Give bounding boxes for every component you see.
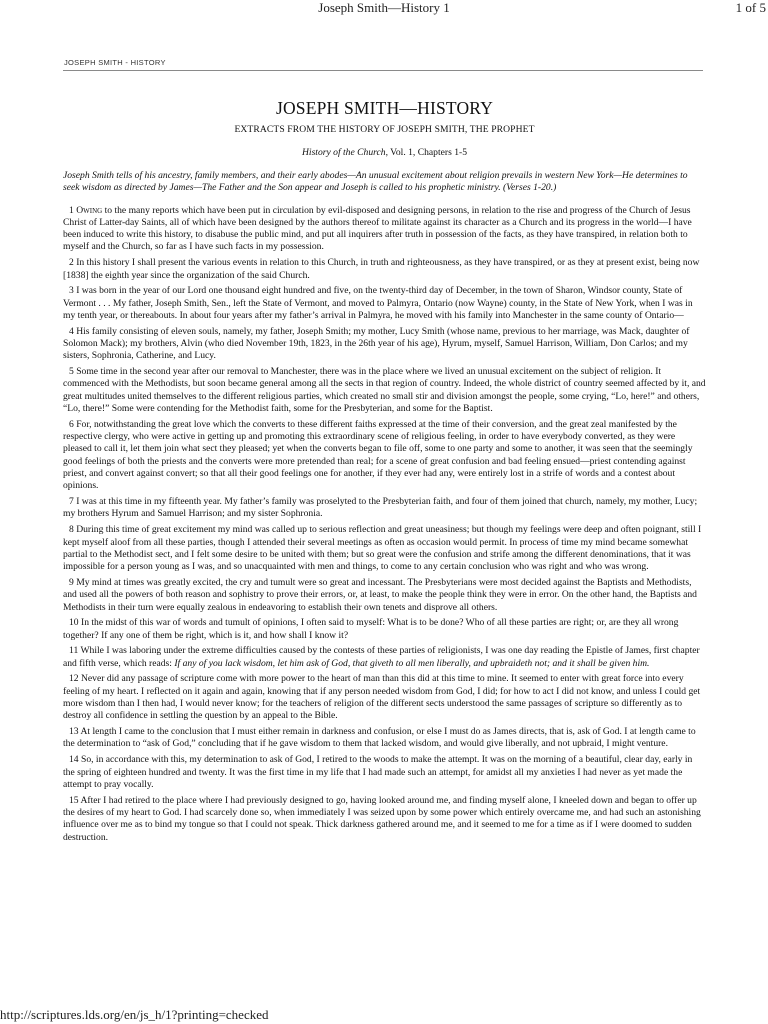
verse-number: 3 (69, 285, 74, 297)
document-body (63, 98, 706, 847)
verse-quote: If any of you lack wisdom, let him ask of God, that giveth to all men liberally, and upbraideth not; and it shall be given him. (174, 657, 650, 669)
verse-number: 15 (69, 794, 79, 806)
verse-text: While I was laboring under the extreme difficulties caused by the contests of these parties of religionists, I was one day reading the Epistle of James, first chapter and fifth verse, which reads: (63, 645, 700, 669)
verse (63, 285, 706, 322)
source-citation (63, 147, 706, 159)
source-detail: , Vol. 1, Chapters 1-5 (385, 147, 468, 158)
verse-text: My mind at times was greatly excited, the cry and tumult were so great and incessant. The Presbyterians were most decided against the Baptists and Methodists, and used all the powers of both reason and sophistry to prove their errors, or, at least, to make the people think they were in error. On the other hand, the Baptists and Methodists in their turn were equally zealous in endeavoring to establish their own tenets and disprove all others. (63, 576, 697, 613)
verse-text: At length I came to the conclusion that I must either remain in darkness and confusion, or else I must do as James directs, that is, ask of God. I at length came to the determination to “ask of God,” concluding that if he gave wisdom to them that lacked wisdom, and would give liberally, and not upbraid, I might venture. (63, 726, 696, 750)
verse-text: In this history I shall present the various events in relation to this Church, in truth and righteousness, as they have transpired, or as they at present exist, being now [1838] the eighth year since the organization of the said Church. (63, 257, 700, 281)
verse (63, 726, 706, 751)
verse-number: 11 (69, 645, 79, 657)
verse-text: In the midst of this war of words and tumult of opinions, I often said to myself: What is to be done? Who of all these parties are right; or, are they all wrong together? If any one of them be right, which is it, and how shall I know it? (63, 617, 679, 641)
verse (63, 366, 706, 415)
footer-url: http://scriptures.lds.org/en/js_h/1?printing=checked (0, 1007, 269, 1022)
verse (63, 795, 706, 844)
page-title: JOSEPH SMITH—HISTORY (275, 98, 494, 118)
verse-text: Some time in the second year after our removal to Manchester, there was in the place where we lived an unusual excitement on the subject of religion. It commenced with the Methodists, but soon became general among all the sects in that region of country. Indeed, the whole district of country seemed affected by it, and great multitudes united themselves to the different religious parties, which created no small stir and division amongst the people, some crying, “Lo, here!” and others, “Lo, there!” Some were contending for the Methodist faith, some for the Presbyterian, and some for the Baptist. (63, 366, 706, 415)
verse-text: His family consisting of eleven souls, namely, my father, Joseph Smith; my mother, Lucy Smith (whose name, previous to her marriage, was Mack, daughter of Solomon Mack); my brothers, Alvin (who died November 19th, 1823, in the 26th year of his age), Hyrum, myself, Samuel Harrison, William, Don Carlos; and my sisters, Sophronia, Catherine, and Lucy. (63, 325, 690, 362)
verse-number: 8 (69, 524, 74, 536)
verse-text: I was born in the year of our Lord one thousand eight hundred and five, on the twenty-third day of December, in the town of Sharon, Windsor county, State of Vermont . . . My father, Joseph Smith, Sen., left the State of Vermont, and moved to Palmyra, Ontario (now Wayne) county, in the State of New York, when I was in my tenth year, or thereabouts. In about four years after my father’s arrival in Palmyra, he moved with his family into Manchester in the same county of Ontario— (63, 285, 693, 321)
verse-number: 9 (69, 576, 74, 588)
verse-number: 5 (69, 366, 74, 378)
verse-number: 12 (69, 673, 79, 685)
verse (63, 257, 706, 282)
verse-number: 14 (69, 754, 79, 766)
verse-number: 10 (69, 617, 79, 629)
verse-text: For, notwithstanding the great love which the converts to these different faiths expressed at the time of their conversion, and the great zeal manifested by the respective clergy, who were active in getting up and promoting this extraordinary scene of religious feeling, in order to have everybody converted, as they were pleased to call it, let them join what sect they pleased; yet when the converts began to file off, some to one party and some to another, it was seen that the seemingly good feelings of both the priests and the converts were more pretended than real; for a scene of great confusion and bad feeling ensued—priest contending against priest, and convert against convert; so that all their good feelings one for another, if they ever had any, were entirely lost in a strife of words and a contest about opinions. (63, 418, 693, 492)
verse (63, 645, 706, 670)
verse (63, 754, 706, 791)
running-head: JOSEPH SMITH - HISTORY (64, 58, 166, 67)
verse-first-word: Owing (76, 204, 103, 216)
verse-number: 7 (69, 496, 74, 508)
page-count: 1 of 5 (735, 0, 766, 15)
header-rule (63, 70, 703, 71)
verse (63, 673, 706, 722)
verse-text: I was at this time in my fifteenth year. My father’s family was proselyted to the Presbyterian faith, and four of them joined that church, namely, my mother, Lucy; my brothers Hyrum and Samuel Harrison; and my sister Sophronia. (63, 496, 698, 520)
verse (63, 326, 706, 363)
verse-text: Never did any passage of scripture come with more power to the heart of man than this did at this time to mine. It seemed to enter with great force into every feeling of my heart. I reflected on it again and again, knowing that if any person needed wisdom from God, I did; for how to act I did not know, and unless I could get more wisdom than I then had, I would never know; for the teachers of religion of the different sects understood the same passages of scripture so differently as to destroy all confidence in settling the question by an appeal to the Bible. (63, 673, 701, 722)
print-header (0, 0, 768, 18)
verse-number: 13 (69, 726, 79, 738)
source-title: History of the Church (301, 147, 386, 158)
verse-number: 2 (69, 257, 74, 269)
verse-text: to the many reports which have been put in circulation by evil-disposed and designing persons, in relation to the rise and progress of the Church of Jesus Christ of Latter-day Saints, all of which have been designed by the authors thereof to militate against its character as a Church and its progress in the world—I have been induced to write this history, to disabuse the public mind, and put all inquirers after truth in possession of the facts, as they have transpired, in relation both to myself and the Church, so far as I have such facts in my possession. (63, 204, 692, 253)
verse-text: During this time of great excitement my mind was called up to serious reflection and great uneasiness; but though my feelings were deep and often poignant, still I kept myself aloof from all these parties, though I attended their several meetings as often as occasion would permit. In process of time my mind became somewhat partial to the Methodist sect, and I felt some desire to be united with them; but so great were the confusion and strife among the different denominations, that it was impossible for a person young as I was, and so unacquainted with men and things, to come to any certain conclusion who was right and who was wrong. (63, 524, 702, 573)
print-header-title: Joseph Smith—History 1 (318, 0, 450, 15)
verse-number: 1 (69, 204, 74, 216)
chapter-summary: Joseph Smith tells of his ancestry, family members, and their early abodes—An unusual excitement about religion prevails in western New York—He determines to seek wisdom as directed by James—The Father and the Son appear and Joseph is called to his prophetic ministry. (Verses 1-20.) (63, 170, 688, 194)
verse-number: 4 (69, 325, 74, 337)
verse (63, 524, 706, 573)
verse (63, 419, 706, 493)
verse (63, 577, 706, 614)
page-subtitle: EXTRACTS FROM THE HISTORY OF JOSEPH SMITH, THE PROPHET (234, 124, 535, 135)
verse-number: 6 (69, 418, 74, 430)
verse (63, 617, 706, 642)
verse-text: So, in accordance with this, my determination to ask of God, I retired to the woods to make the attempt. It was on the morning of a beautiful, clear day, early in the spring of eighteen hundred and twenty. It was the first time in my life that I had made such an attempt, for amidst all my anxieties I had never as yet made the attempt to pray vocally. (63, 754, 693, 790)
verse (63, 496, 706, 521)
verse (63, 205, 706, 254)
verse-text: After I had retired to the place where I had previously designed to go, having looked around me, and finding myself alone, I kneeled down and began to offer up the desires of my heart to God. I had scarcely done so, when immediately I was seized upon by some power which entirely overcame me, and had such an astonishing influence over me as to bind my tongue so that I could not speak. Thick darkness gathered around me, and it seemed to me for a time as if I were doomed to sudden destruction. (63, 794, 701, 843)
